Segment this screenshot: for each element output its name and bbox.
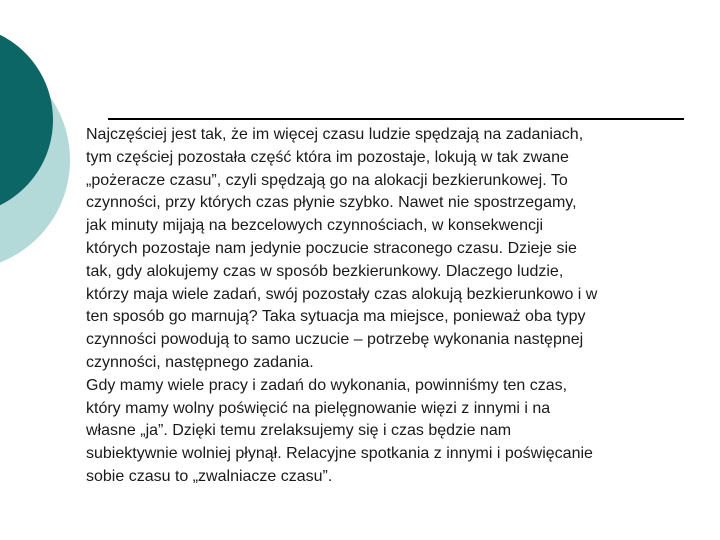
text-line: czynności powodują to samo uczucie – potrzebę wykonania następnej bbox=[86, 331, 584, 349]
body-text bbox=[86, 124, 686, 489]
dark-teal-circle bbox=[0, 25, 53, 215]
text-line: czynności, następnego zadania. bbox=[86, 353, 314, 371]
text-line: Gdy mamy wiele pracy i zadań do wykonania, powinniśmy ten czas, bbox=[86, 376, 568, 394]
text-line: „pożeracze czasu”, czyli spędzają go na alokacji bezkierunkowej. To bbox=[86, 171, 568, 189]
text-line: których pozostaje nam jedynie poczucie straconego czasu. Dzieje sie bbox=[86, 239, 577, 257]
text-line: którzy maja wiele zadań, swój pozostały czas alokują bezkierunkowo i w bbox=[86, 285, 598, 303]
text-line: własne „ja”. Dzięki temu zrelaksujemy się i czas będzie nam bbox=[86, 422, 512, 440]
text-line: ten sposób go marnują? Taka sytuacja ma miejsce, ponieważ oba typy bbox=[86, 308, 586, 326]
text-line: czynności, przy których czas płynie szybko. Nawet nie spostrzegamy, bbox=[86, 194, 577, 212]
text-line: sobie czasu to „zwalniacze czasu”. bbox=[86, 467, 333, 485]
text-line: tak, gdy alokujemy czas w sposób bezkierunkowy. Dlaczego ludzie, bbox=[86, 262, 564, 280]
light-teal-circle bbox=[0, 50, 70, 270]
text-line: tym częściej pozostała część która im pozostaje, lokują w tak zwane bbox=[86, 148, 569, 166]
slide-decoration bbox=[0, 0, 80, 300]
text-line: subiektywnie wolniej płynął. Relacyjne spotkania z innymi i poświęcanie bbox=[86, 445, 593, 463]
text-line: jak minuty mijają na bezcelowych czynnościach, w konsekwencji bbox=[86, 217, 544, 235]
text-line: który mamy wolny poświęcić na pielęgnowanie więzi z innymi i na bbox=[86, 399, 551, 417]
text-line: Najczęściej jest tak, że im więcej czasu ludzie spędzają na zadaniach, bbox=[86, 126, 584, 143]
title-divider bbox=[108, 118, 684, 120]
